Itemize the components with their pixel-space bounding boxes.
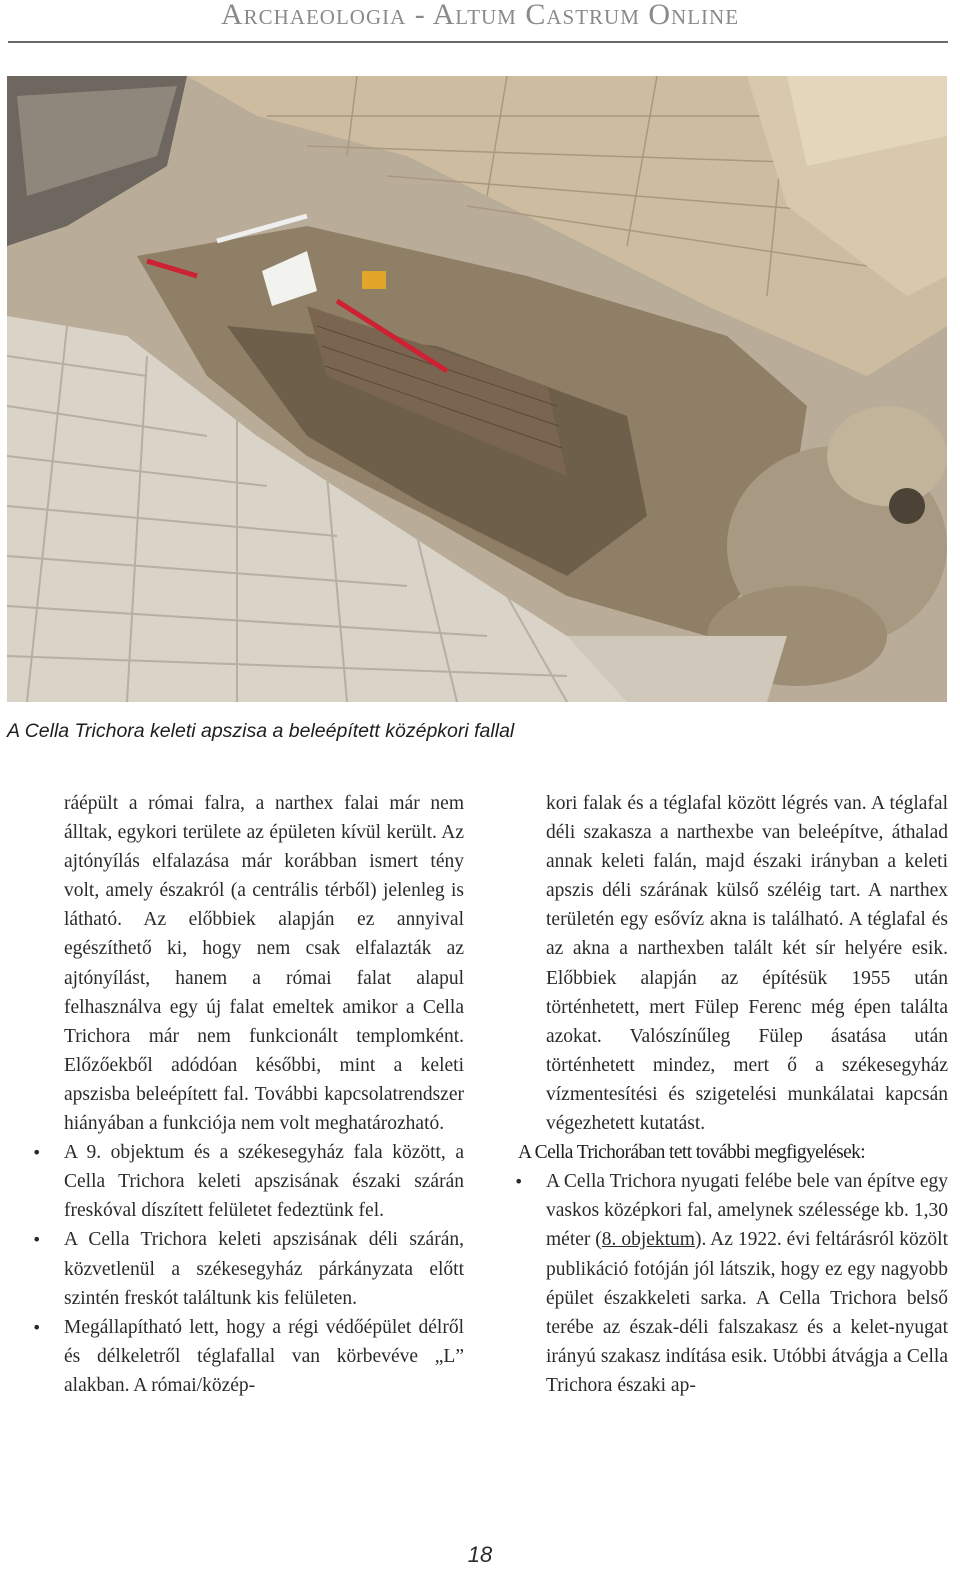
page-number: 18 xyxy=(467,1542,493,1567)
section-subheading: A Cella Trichorában tett további megfigyelések: xyxy=(518,1142,866,1164)
list-item: • Megállapítható lett, hogy a régi védőépület délről és délkeletről téglafallal van körbevéve „L” alakban. A római/közép- xyxy=(64,1313,464,1400)
right-bullet-list xyxy=(518,1167,948,1400)
running-header xyxy=(0,0,960,44)
list-item-text: ). Az 1922. évi feltárásról közölt publikáció fotóján jól látszik, hogy ez egy nagyobb épület északkeleti sarka. A Cella Trichora belső terébe az észak-déli falszakasz és a kelet-nyugat irányú szakasz indítása esik. Utóbbi átvágja a Cella Trichora északi ap- xyxy=(546,1229,948,1396)
list-item: • A 9. objektum és a székesegyház fala között, a Cella Trichora keleti apszisának északi szárán freskóval díszített felületet fedeztünk fel. xyxy=(64,1138,464,1225)
right-column xyxy=(518,789,948,1400)
left-paragraph: ráépült a római falra, a narthex falai már nem álltak, egykori területe az épületen kívül került. Az ajtónyílás elfalazása már korábban ismert tény volt, amely északról (a centrális térből) jelenleg is látható. Az előbbiek alapján ez annyival egészíthető ki, hogy nem csak elfalazták az ajtónyílást, hanem a római falat alapul felhasználva egy új falat emeltek amikor a Cella Trichora már nem funkcionált templomként. Előzőekből adódóan későbbi, mint a keleti apszisba beleépített fal. További kapcsolatrendszer hiányában a funkciója nem volt meghatározható. xyxy=(64,793,464,1135)
right-paragraph: kori falak és a téglafal között légrés van. A téglafal déli szakasza a narthexbe van beleépítve, áthalad annak keleti falán, majd északi irányban a keleti apszis déli szárának külső széléig tart. A narthex területén egy esővíz akna is található. A téglafal és az akna a narthexben talált két sír helyére esik. Előbbiek alapján az építésük 1955 után történhetett, mert Fülep Ferenc még épen találta azokat. Valószínűleg Fülep ásatása után történhetett mindez, mert ő a székesegyház vízmentesítési és szigetelési munkálatai kapcsán végezhetett kutatást. xyxy=(546,793,948,1135)
journal-title: Archaeologia - Altum Castrum Online xyxy=(220,0,740,31)
figure-caption: A Cella Trichora keleti apszisa a beleépített középkori fallal xyxy=(7,720,515,742)
list-item-text: A Cella Trichora nyugati felébe bele van építve egy vaskos középkori fal, amelynek szélessége kb. 1,30 méter ( xyxy=(546,1171,948,1251)
list-item: • A Cella Trichora keleti apszisának déli szárán, közvetlenül a székesegyház párkányzata előtt szintén freskót találtunk kis felületen. xyxy=(64,1225,464,1312)
excavation-photo-illustration xyxy=(7,76,947,702)
list-item xyxy=(546,1167,948,1400)
left-column xyxy=(64,789,464,1400)
object-8-link[interactable]: 8. objektum xyxy=(601,1229,695,1251)
left-bullet-list xyxy=(64,1138,464,1400)
header-rule xyxy=(8,41,948,43)
excavation-photo xyxy=(7,76,947,702)
